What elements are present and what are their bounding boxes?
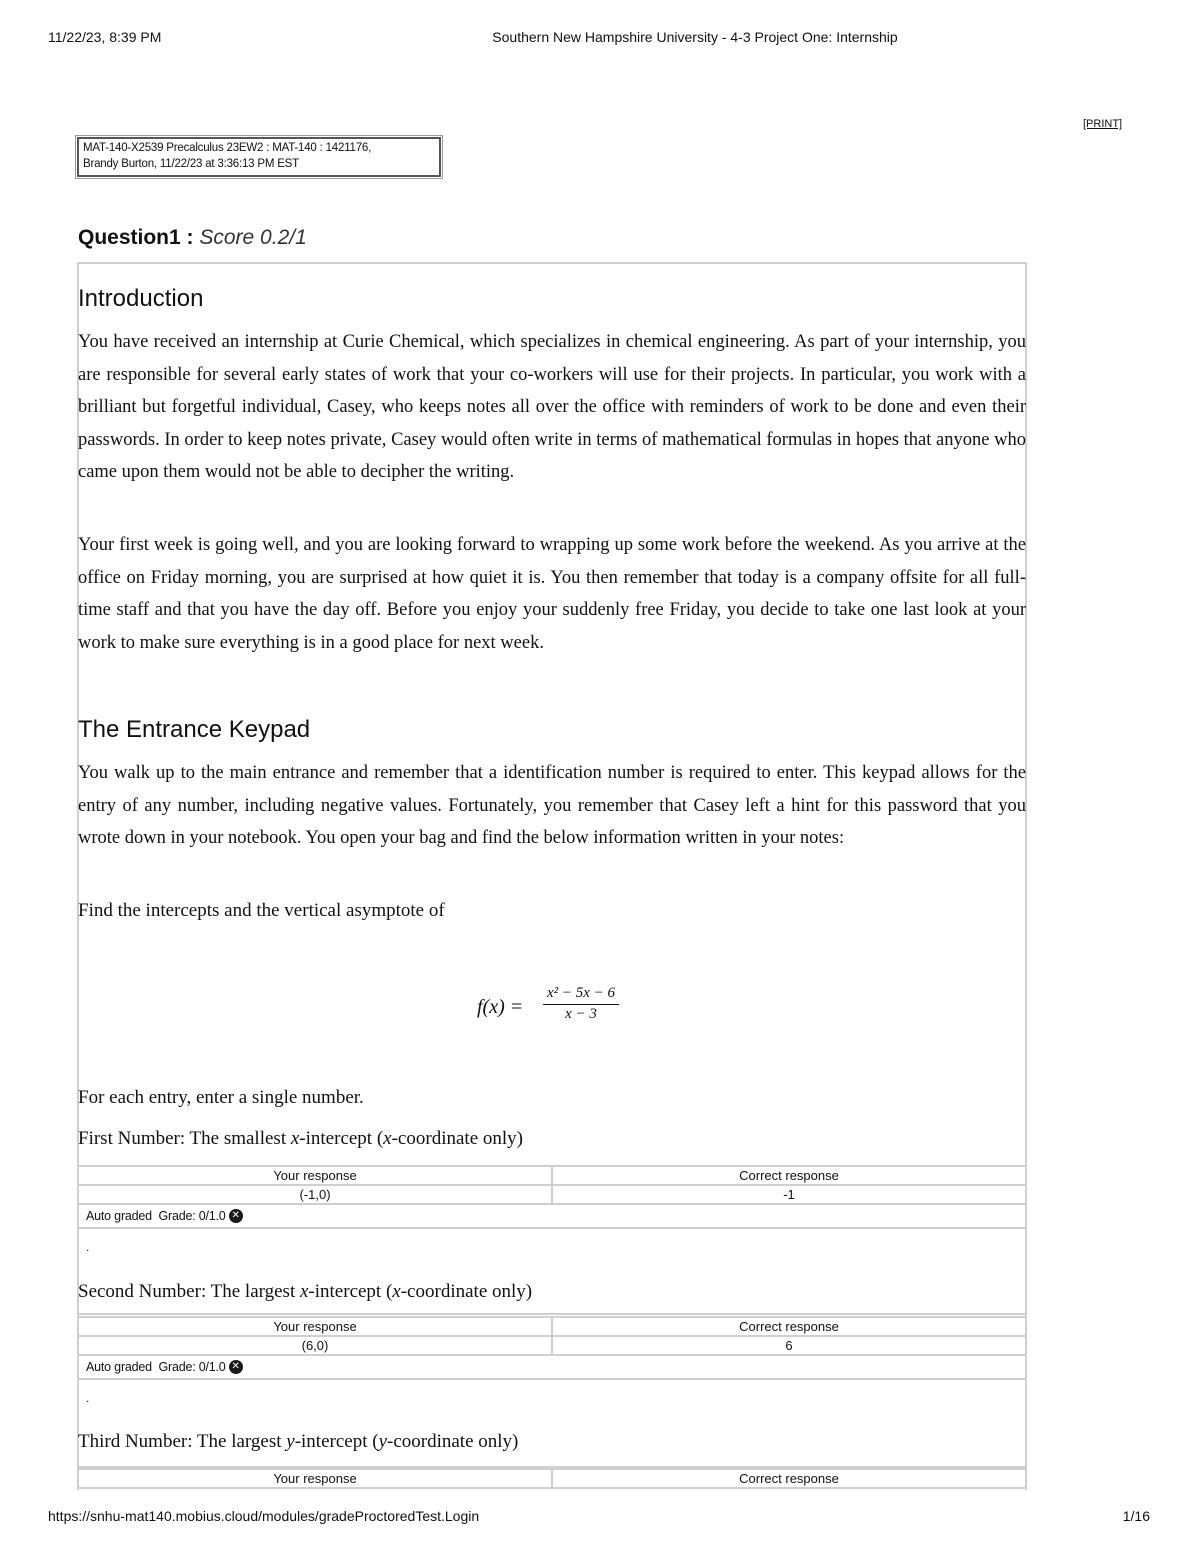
part-2-grade: Auto graded Grade: 0/1.0 ✕ bbox=[86, 1360, 243, 1374]
keypad-heading: The Entrance Keypad bbox=[78, 716, 311, 743]
table-row bbox=[78, 1336, 1026, 1355]
formula-numerator: x² − 5x − 6 bbox=[543, 985, 619, 1005]
course-info-line2: Brandy Burton, 11/22/23 at 3:36:13 PM EST bbox=[83, 158, 299, 170]
formula-lhs: f(x) = bbox=[477, 996, 524, 1018]
x-circle-icon: ✕ bbox=[229, 1360, 243, 1374]
intro-paragraph-1: You have received an internship at Curie Chemical, which specializes in chemical engineering. As part of your internship, you are responsible for several early states of work that your co-workers will use for their projects. In particular, you work with a brilliant but forgetful individual, Casey, who keeps notes all over the office with reminders of work to be done and even their passwords. In order to keep notes private, Casey would often write in terms of mathematical formulas in hopes that anyone who came upon them would not be able to decipher the writing. bbox=[78, 332, 1026, 482]
print-header-title: Southern New Hampshire University - 4-3 Project One: Internship bbox=[492, 29, 898, 45]
part-2-response-table bbox=[77, 1316, 1027, 1356]
part-1-grade: Auto graded Grade: 0/1.0 ✕ bbox=[86, 1209, 243, 1223]
part-3-prompt: Third Number: The largest y-intercept (y-coordinate only) bbox=[78, 1431, 519, 1452]
part-1-feedback: . bbox=[86, 1240, 90, 1254]
print-footer-page: 1/16 bbox=[1122, 1508, 1150, 1524]
table-header-row bbox=[78, 1469, 1026, 1488]
print-link[interactable]: [PRINT] bbox=[1083, 118, 1123, 130]
correct-response-value: 6 bbox=[552, 1336, 1026, 1355]
formula-fraction bbox=[543, 985, 619, 1023]
intro-paragraph-2: Your first week is going well, and you are looking forward to wrapping up some work before the weekend. As you arrive at the office on Friday morning, you are surprised at how quiet it is. You then remember that today is a company offsite for all full-time staff and that you have the day off. Before you enjoy your suddenly free Friday, you decide to take one last look at your work to make sure everything is in a good place for next week. bbox=[78, 535, 1026, 653]
correct-response-header: Correct response bbox=[552, 1469, 1026, 1488]
table-header-row bbox=[78, 1166, 1026, 1185]
question-title bbox=[78, 226, 307, 250]
correct-response-header: Correct response bbox=[552, 1317, 1026, 1336]
print-footer-url: https://snhu-mat140.mobius.cloud/modules/gradeProctoredTest.Login bbox=[48, 1508, 480, 1524]
intro-heading: Introduction bbox=[78, 285, 204, 312]
your-response-value: (6,0) bbox=[78, 1336, 552, 1355]
formula-denominator: x − 3 bbox=[565, 1006, 597, 1022]
correct-response-header: Correct response bbox=[552, 1166, 1026, 1185]
table-row bbox=[78, 1185, 1026, 1204]
print-header-datetime: 11/22/23, 8:39 PM bbox=[48, 29, 162, 45]
question-score: Score 0.2/1 bbox=[199, 226, 307, 249]
your-response-header: Your response bbox=[78, 1469, 552, 1488]
part-2-feedback-box bbox=[77, 1378, 1027, 1468]
part-1-prompt: First Number: The smallest x-intercept (x-coordinate only) bbox=[78, 1128, 523, 1149]
part-2-feedback: . bbox=[86, 1391, 90, 1405]
part-1-response-table bbox=[77, 1165, 1027, 1205]
x-circle-icon: ✕ bbox=[229, 1209, 243, 1223]
question-label: Question1 : bbox=[78, 226, 194, 249]
keypad-task: Find the intercepts and the vertical asymptote of bbox=[78, 900, 445, 921]
correct-response-value: -1 bbox=[552, 1185, 1026, 1204]
course-info-line1: MAT-140-X2539 Precalculus 23EW2 : MAT-140 : 1421176, bbox=[83, 142, 372, 154]
your-response-value: (-1,0) bbox=[78, 1185, 552, 1204]
part-3-response-table bbox=[77, 1468, 1027, 1489]
your-response-header: Your response bbox=[78, 1317, 552, 1336]
entry-instruction: For each entry, enter a single number. bbox=[78, 1087, 364, 1108]
table-header-row bbox=[78, 1317, 1026, 1336]
keypad-paragraph: You walk up to the main entrance and remember that a identification number is required to enter. This keypad allows for the entry of any number, including negative values. Fortunately, you remember that Casey left a hint for this password that you wrote down in your notebook. You open your bag and find the below information written in your notes: bbox=[78, 763, 1026, 848]
your-response-header: Your response bbox=[78, 1166, 552, 1185]
course-info-box bbox=[77, 137, 441, 177]
part-2-prompt: Second Number: The largest x-intercept (x-coordinate only) bbox=[78, 1281, 533, 1302]
